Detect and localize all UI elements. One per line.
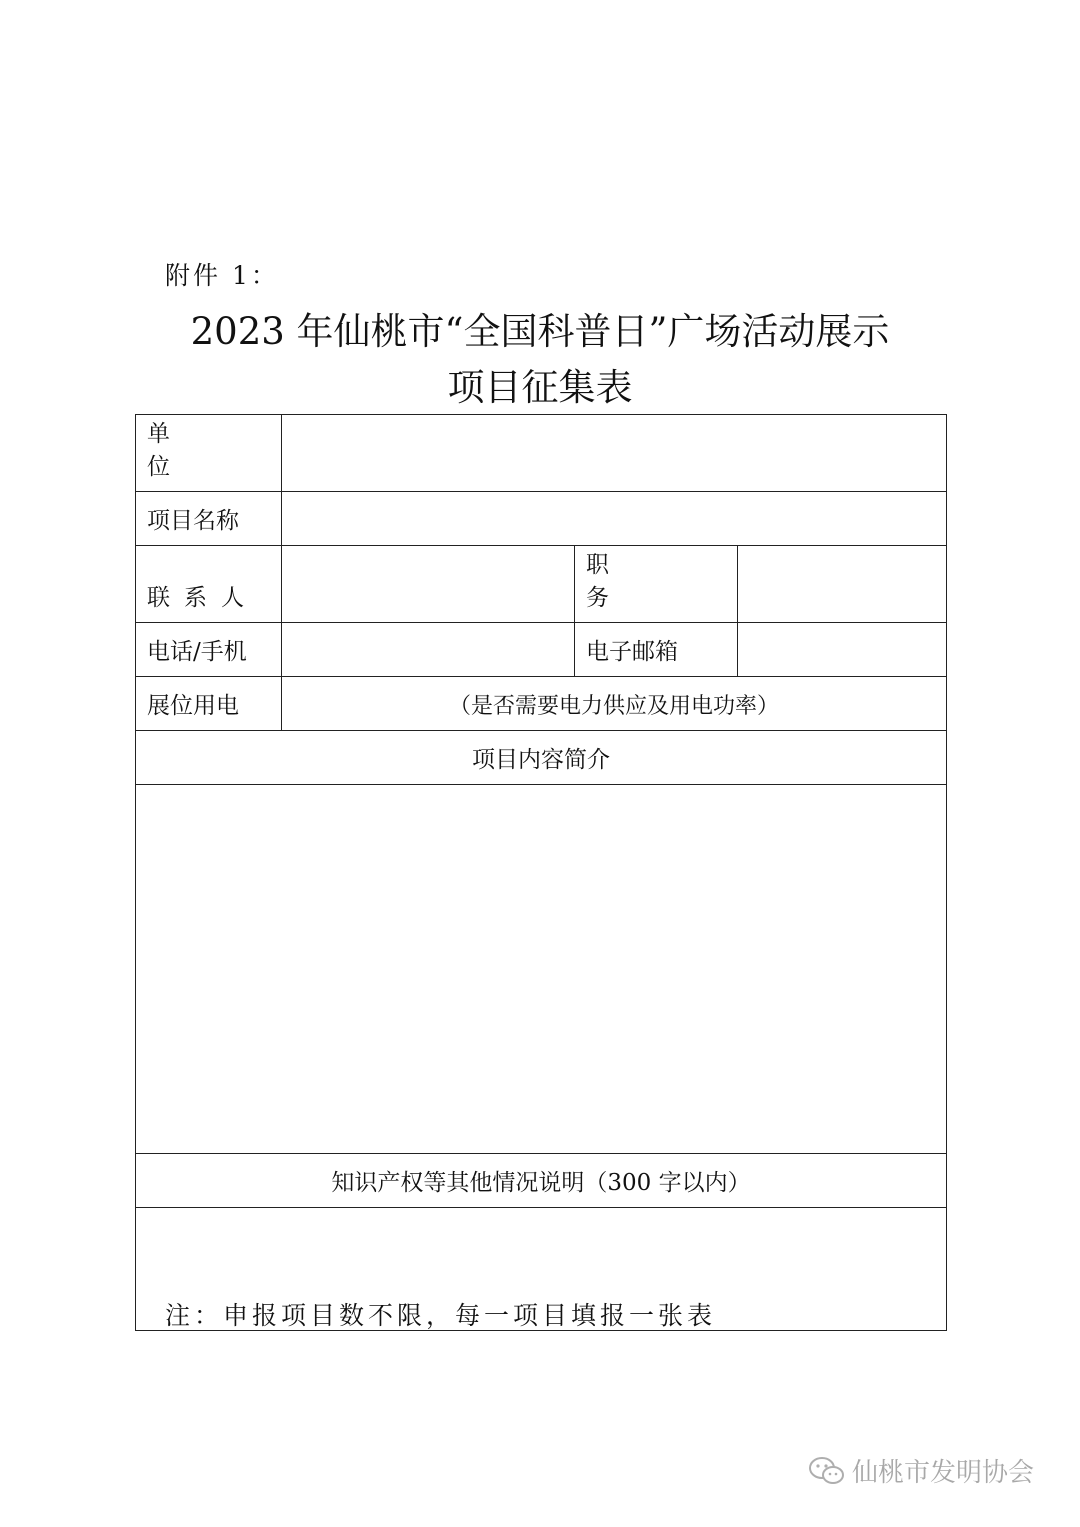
attachment-label: 附件 1： — [165, 261, 279, 290]
contact-label: 联系人 — [136, 546, 282, 623]
page-subtitle: 项目征集表 — [447, 366, 633, 409]
unit-row — [136, 415, 947, 492]
unit-field[interactable] — [282, 415, 947, 492]
phone-row — [136, 623, 947, 677]
power-label: 展位用电 — [136, 677, 282, 731]
collection-form-table — [135, 414, 947, 1331]
contact-field[interactable] — [282, 546, 575, 623]
contact-row — [136, 546, 947, 623]
watermark-text: 仙桃市发明协会 — [852, 1458, 1035, 1488]
project-name-row — [136, 492, 947, 546]
project-name-field[interactable] — [282, 492, 947, 546]
position-field[interactable] — [738, 546, 947, 623]
email-field[interactable] — [738, 623, 947, 677]
ip-header: 知识产权等其他情况说明（300 字以内） — [136, 1154, 947, 1208]
project-name-label: 项目名称 — [136, 492, 282, 546]
footnote: 注：申报项目数不限，每一项目填报一张表 — [165, 1301, 717, 1330]
page-title: 2023 年仙桃市“全国科普日”广场活动展示 — [190, 310, 890, 353]
position-label: 职务 — [575, 546, 738, 623]
watermark — [808, 1452, 1034, 1489]
intro-header: 项目内容简介 — [136, 731, 947, 785]
phone-field[interactable] — [282, 623, 575, 677]
wechat-icon — [808, 1455, 846, 1487]
power-hint[interactable]: （是否需要电力供应及用电功率） — [282, 677, 947, 731]
unit-label: 单位 — [136, 415, 282, 492]
intro-content-row — [136, 785, 947, 1154]
ip-header-row — [136, 1154, 947, 1208]
phone-label: 电话/手机 — [136, 623, 282, 677]
intro-header-row — [136, 731, 947, 785]
power-row — [136, 677, 947, 731]
intro-content-field[interactable] — [136, 785, 947, 1154]
email-label: 电子邮箱 — [575, 623, 738, 677]
